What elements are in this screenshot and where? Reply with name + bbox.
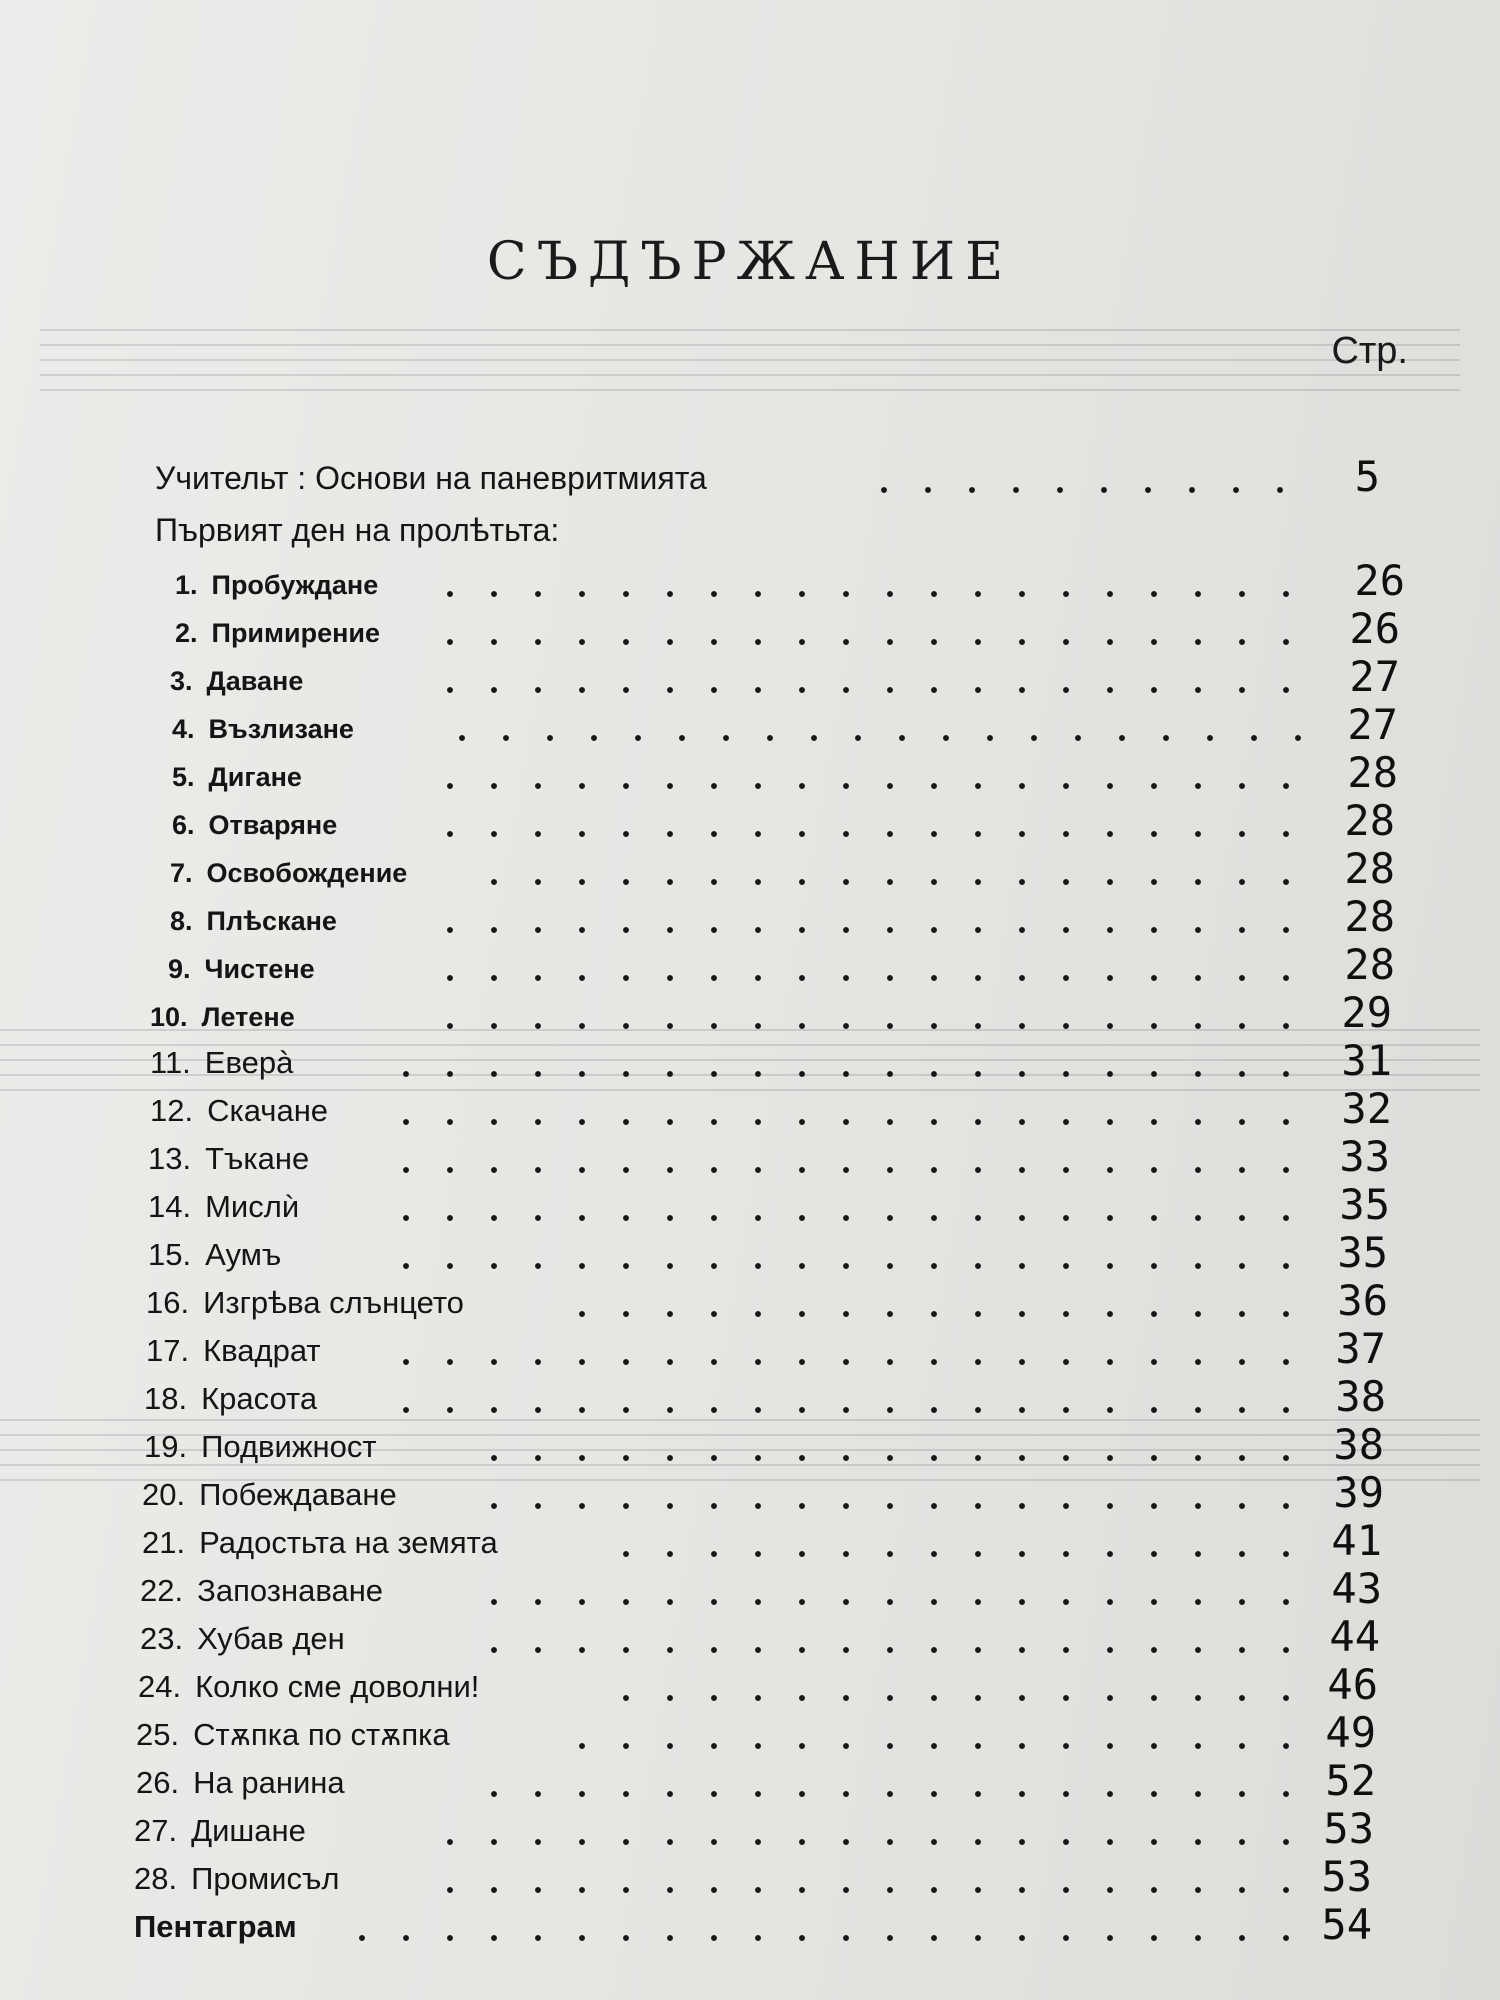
- toc-entry: [0, 604, 1500, 653]
- toc-section-label: Първият ден на пролѣтьта:: [155, 512, 560, 548]
- leader-dots: [384, 1167, 1308, 1173]
- toc-entry: [0, 988, 1500, 1037]
- toc-entry-number: 9.: [168, 954, 191, 984]
- toc-entry-page: 28: [1344, 796, 1395, 845]
- toc-entry-label: 10. Летене: [150, 1002, 295, 1032]
- toc-entry-label: 8. Плѣскане: [170, 906, 337, 936]
- toc-entry-label: 17. Квадрат: [146, 1333, 321, 1368]
- toc-entry-number: 5.: [172, 762, 195, 792]
- leader-dots: [472, 1791, 1308, 1797]
- toc-entry-label: 4. Възлизане: [172, 714, 354, 744]
- toc-entry: [0, 1708, 1500, 1757]
- toc-entry-page: 33: [1339, 1132, 1390, 1181]
- toc-entry-label: 3. Даване: [170, 666, 304, 696]
- leader-dots: [428, 831, 1308, 837]
- leader-dots: [472, 1503, 1308, 1509]
- toc-entry-page: 38: [1333, 1420, 1384, 1469]
- leader-dots: [472, 879, 1308, 885]
- toc-entry-number: 10.: [150, 1002, 188, 1032]
- toc-entry-page: 36: [1337, 1276, 1388, 1325]
- toc-entry-page: 43: [1331, 1564, 1382, 1613]
- toc-entry-number: 18.: [144, 1381, 188, 1416]
- toc-entry-label: 27. Дишане: [134, 1813, 306, 1848]
- toc-entry-page: 28: [1344, 940, 1395, 989]
- toc-entry-page: 37: [1335, 1324, 1386, 1373]
- toc-entry-number: 6.: [172, 810, 195, 840]
- toc-entry-number: 19.: [144, 1429, 188, 1464]
- toc-entry: [0, 1516, 1500, 1565]
- toc-entry: [0, 1852, 1500, 1901]
- leader-dots: [428, 591, 1308, 597]
- page-column-label: Стр.: [1331, 330, 1408, 372]
- toc-entry-label: 1. Пробуждане: [175, 570, 379, 600]
- toc-entry-label: 21. Радостьта на земята: [142, 1525, 498, 1560]
- toc-entry: [0, 796, 1500, 845]
- toc-entry-number: 28.: [134, 1861, 178, 1896]
- toc-entry: [0, 1756, 1500, 1805]
- toc-entry-page: 32: [1341, 1084, 1392, 1133]
- leader-dots: [472, 1455, 1308, 1461]
- toc-entry-number: 1.: [175, 570, 198, 600]
- leader-dots: [428, 687, 1308, 693]
- leader-dots: [472, 1599, 1308, 1605]
- toc-entry-page: 28: [1344, 892, 1395, 941]
- toc-entry-page: 49: [1325, 1708, 1376, 1757]
- toc-entry-page: 53: [1321, 1852, 1372, 1901]
- page-title: СЪДЪРЖАНИЕ: [486, 232, 1014, 292]
- toc-entry: [0, 1084, 1500, 1133]
- leader-dots: [384, 1359, 1308, 1365]
- toc-entry-number: 14.: [148, 1189, 192, 1224]
- toc-entry-label: 20. Побеждаване: [142, 1477, 397, 1512]
- toc-entry-number: 23.: [140, 1621, 184, 1656]
- toc-entry-number: 27.: [134, 1813, 178, 1848]
- toc-entry: [0, 1804, 1500, 1853]
- toc-entry-label: 7. Освобождение: [170, 858, 408, 888]
- toc-entry: [0, 1372, 1500, 1421]
- leader-dots: [428, 1023, 1308, 1029]
- leader-dots: [384, 1071, 1308, 1077]
- toc-entry-label: Пентаграм: [134, 1909, 297, 1944]
- toc-entry-label: 19. Подвижност: [144, 1429, 377, 1464]
- toc-entry-page: 28: [1344, 844, 1395, 893]
- leader-dots: [384, 1119, 1308, 1125]
- toc-entry-label: 11. Еверà: [150, 1045, 294, 1080]
- toc-entry-page: 28: [1347, 748, 1398, 797]
- toc-entry: [0, 1180, 1500, 1229]
- toc-entry: [0, 556, 1500, 605]
- toc-entry-number: 13.: [148, 1141, 192, 1176]
- leader-dots: [384, 1407, 1308, 1413]
- toc-entry: [0, 1900, 1500, 1949]
- leader-dots: [560, 1743, 1308, 1749]
- toc-entry-label: 6. Отваряне: [172, 810, 338, 840]
- toc-entry-label: 22. Запознаване: [140, 1573, 384, 1608]
- toc-entry-page: 38: [1335, 1372, 1386, 1421]
- toc-entry-number: 24.: [138, 1669, 182, 1704]
- toc-entry-number: 16.: [146, 1285, 190, 1320]
- toc-entry-page: 46: [1327, 1660, 1378, 1709]
- toc-entry-number: 11.: [150, 1045, 191, 1080]
- toc-entry: [0, 1468, 1500, 1517]
- leader-dots: [428, 927, 1308, 933]
- toc-entry-page: 27: [1347, 700, 1398, 749]
- toc-entry-number: 15.: [148, 1237, 192, 1272]
- toc-entry: [0, 748, 1500, 797]
- leader-dots: [384, 1263, 1308, 1269]
- toc-entry-label: 24. Колко сме доволни!: [138, 1669, 480, 1704]
- toc-entry-number: 17.: [146, 1333, 190, 1368]
- toc-entry-page: 53: [1323, 1804, 1374, 1853]
- toc-entry-number: 20.: [142, 1477, 186, 1512]
- toc-entry: [0, 1036, 1500, 1085]
- toc-entry-page: 52: [1325, 1756, 1376, 1805]
- toc-entry-page: 31: [1341, 1036, 1392, 1085]
- toc-entry-number: 2.: [175, 618, 198, 648]
- toc-entry-number: 8.: [170, 906, 193, 936]
- toc-entry-number: 25.: [136, 1717, 180, 1752]
- toc-entry-page: 26: [1354, 556, 1405, 605]
- toc-entry-label: 2. Примирение: [175, 618, 381, 648]
- leader-dots: [428, 1887, 1308, 1893]
- toc-entry: [0, 652, 1500, 701]
- toc-entry-page: 26: [1349, 604, 1400, 653]
- toc-section-heading: [0, 507, 1500, 553]
- toc-entry-number: 21.: [142, 1525, 186, 1560]
- toc-entry-number: 7.: [170, 858, 193, 888]
- toc-entry-page: 39: [1333, 1468, 1384, 1517]
- leader-dots: [428, 1839, 1308, 1845]
- toc-entry: [0, 1564, 1500, 1613]
- leader-dots: [862, 487, 1302, 493]
- leader-dots: [604, 1695, 1308, 1701]
- toc-entry-page: 44: [1329, 1612, 1380, 1661]
- toc-entry-number: 22.: [140, 1573, 184, 1608]
- leader-dots: [604, 1551, 1308, 1557]
- leader-dots: [472, 1647, 1308, 1653]
- toc-entry: [0, 1276, 1500, 1325]
- leader-dots: [340, 1935, 1308, 1941]
- toc-entry-page: 29: [1341, 988, 1392, 1037]
- leader-dots: [560, 1311, 1308, 1317]
- toc-entry-label: 16. Изгрѣва слънцето: [146, 1285, 464, 1320]
- toc-entry-page: 35: [1337, 1228, 1388, 1277]
- toc-entry-label: 13. Тъкане: [148, 1141, 310, 1176]
- toc-entry-label: 23. Хубав ден: [140, 1621, 345, 1656]
- toc-entry-label: 18. Красота: [144, 1381, 318, 1416]
- toc-entry: [0, 1420, 1500, 1469]
- toc-entry: [0, 452, 1500, 501]
- toc-entry: [0, 1612, 1500, 1661]
- toc-entry-label: 28. Промисъл: [134, 1861, 340, 1896]
- toc-entry-page: 27: [1349, 652, 1400, 701]
- toc-entry: [0, 1324, 1500, 1373]
- toc-entry-label: 5. Дигане: [172, 762, 302, 792]
- toc-entry: [0, 1660, 1500, 1709]
- toc-entry-label: Учительт : Основи на паневритмията: [155, 460, 707, 496]
- leader-dots: [384, 1215, 1308, 1221]
- toc-entry-page: 54: [1321, 1900, 1372, 1949]
- toc-entry-label: 15. Аумъ: [148, 1237, 282, 1272]
- toc-entry-label: 12. Скачане: [150, 1093, 329, 1128]
- toc-entry-label: 26. На ранина: [136, 1765, 345, 1800]
- toc-entry-label: 14. Мислѝ: [148, 1189, 300, 1224]
- toc-entry-page: 41: [1331, 1516, 1382, 1565]
- toc-entry-number: 12.: [150, 1093, 194, 1128]
- leader-dots: [428, 639, 1308, 645]
- toc-entry: [0, 892, 1500, 941]
- toc-entry: [0, 1132, 1500, 1181]
- toc-entry: [0, 844, 1500, 893]
- toc-entry-number: 4.: [172, 714, 195, 744]
- toc-entry-number: 3.: [170, 666, 193, 696]
- leader-dots: [440, 735, 1308, 741]
- toc-entry-page: 35: [1339, 1180, 1390, 1229]
- toc-entry-label: 25. Стѫпка по стѫпка: [136, 1717, 450, 1752]
- toc-entry: [0, 940, 1500, 989]
- toc-entry-label: 9. Чистене: [168, 954, 315, 984]
- toc-entry: [0, 1228, 1500, 1277]
- toc-entry-number: 26.: [136, 1765, 180, 1800]
- toc-entry-page: 5: [1354, 452, 1380, 501]
- toc-entry: [0, 700, 1500, 749]
- leader-dots: [428, 783, 1308, 789]
- leader-dots: [428, 975, 1308, 981]
